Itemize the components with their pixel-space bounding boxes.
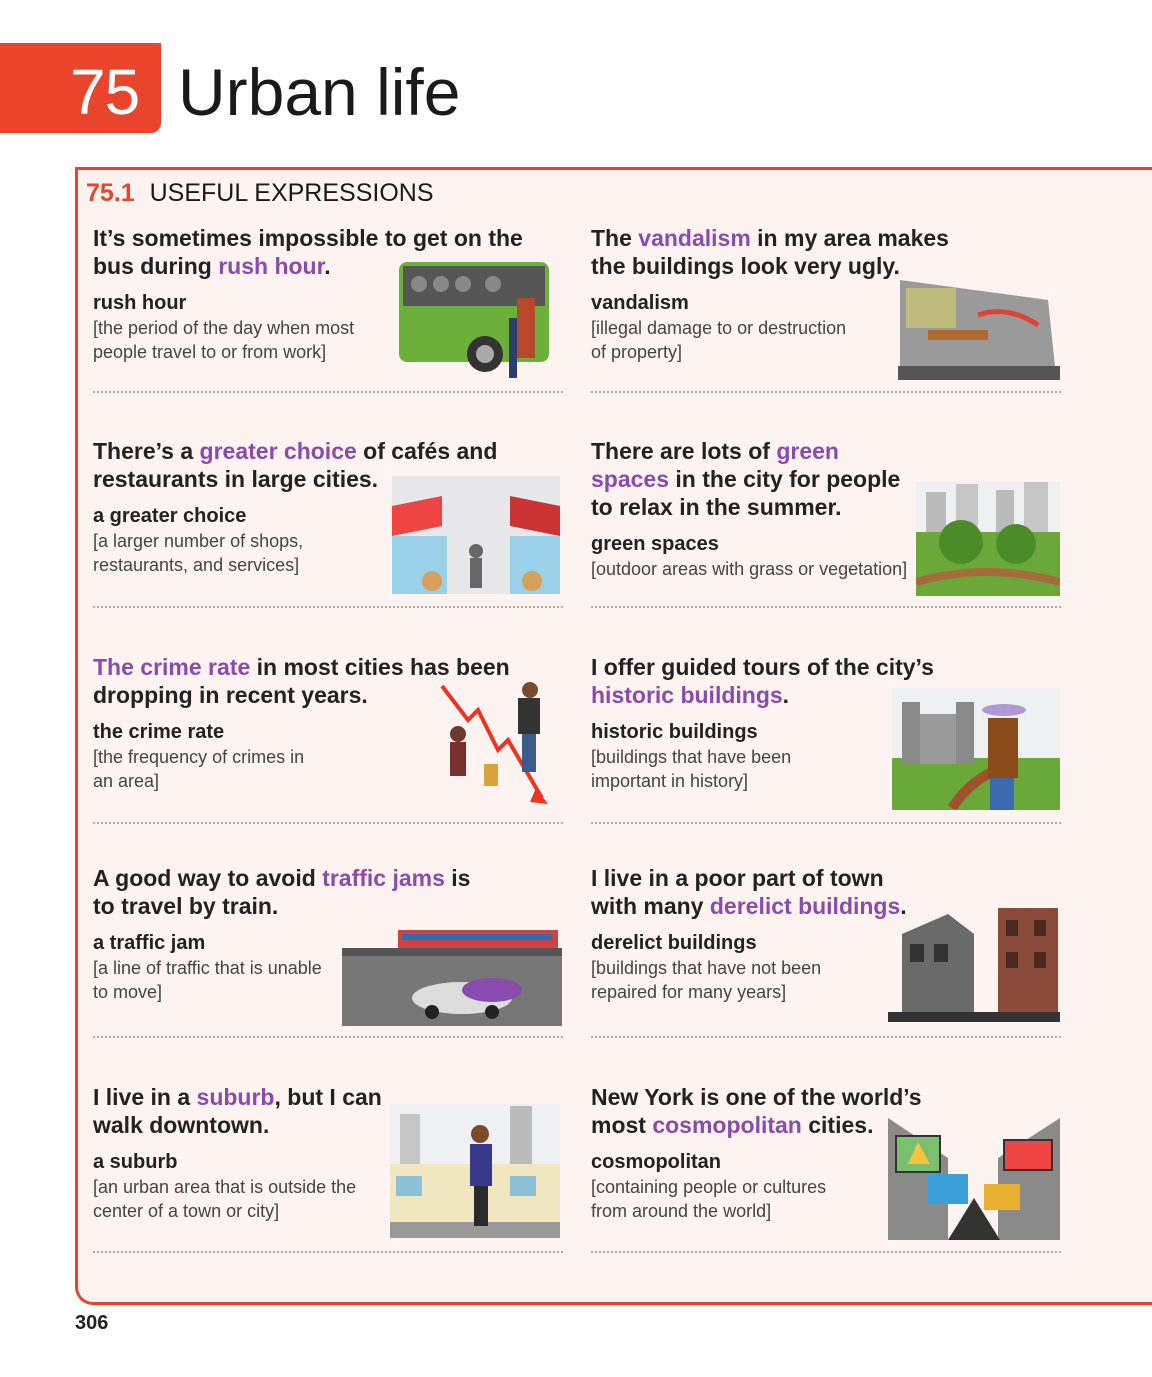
example-sentence: There’s a greater choice of cafés and restaurants in large cities.	[93, 438, 498, 492]
example-sentence: I offer guided tours of the city’s historic buildings.	[591, 654, 934, 708]
highlighted-expression: rush hour	[218, 253, 325, 279]
example-sentence: The crime rate in most cities has been dropping in recent years.	[93, 654, 510, 708]
unit-title: Urban life	[178, 55, 461, 129]
example-sentence: There are lots of green spaces in the city for people to relax in the summer.	[591, 438, 901, 520]
divider	[591, 1036, 1061, 1038]
cafe-street-illustration	[392, 476, 560, 594]
example-sentence: New York is one of the world’s most cosmopolitan cities.	[591, 1084, 922, 1138]
term: a greater choice	[93, 505, 247, 527]
definition: [a line of traffic that is unable to move]	[93, 958, 322, 1002]
cosmopolitan-signs-illustration	[888, 1118, 1060, 1240]
definition: [illegal damage to or destruction of property]	[591, 318, 847, 362]
section-number: 75.1	[86, 179, 135, 207]
divider	[93, 1036, 563, 1038]
highlighted-expression: cosmopolitan	[652, 1112, 802, 1138]
definition: [the period of the day when most people travel to or from work]	[93, 318, 355, 362]
term: vandalism	[591, 292, 689, 314]
example-sentence: I live in a suburb, but I can walk downtown.	[93, 1084, 382, 1138]
derelict-buildings-illustration	[888, 904, 1060, 1022]
highlighted-expression: The crime rate	[93, 654, 251, 680]
divider	[93, 822, 563, 824]
page-number: 306	[75, 1312, 109, 1334]
highlighted-expression: traffic jams	[322, 865, 445, 891]
castle-tour-illustration	[892, 688, 1060, 810]
highlighted-expression: green spaces	[591, 438, 839, 492]
suburb-illustration	[390, 1104, 560, 1238]
divider	[93, 1251, 563, 1253]
vandalism-illustration	[898, 270, 1060, 380]
example-sentence: I live in a poor part of town with many derelict buildings.	[591, 865, 907, 919]
divider	[591, 822, 1061, 824]
definition: [an urban area that is outside the center of a town or city]	[93, 1177, 357, 1221]
definition: [the frequency of crimes in an area]	[93, 747, 305, 791]
divider	[93, 606, 563, 608]
definition: [a larger number of shops, restaurants, and services]	[93, 531, 304, 575]
example-sentence: It’s sometimes impossible to get on the bus during rush hour.	[93, 225, 523, 279]
term: a traffic jam	[93, 932, 206, 954]
crime-rate-illustration	[438, 680, 560, 808]
divider	[591, 606, 1061, 608]
example-sentence: A good way to avoid traffic jams is to travel by train.	[93, 865, 471, 919]
term: rush hour	[93, 292, 187, 314]
highlighted-expression: vandalism	[638, 225, 751, 251]
term: historic buildings	[591, 721, 758, 743]
term: derelict buildings	[591, 932, 757, 954]
term: the crime rate	[93, 721, 225, 743]
highlighted-expression: historic buildings	[591, 682, 783, 708]
divider	[591, 391, 1061, 393]
traffic-jam-illustration	[342, 928, 562, 1026]
definition: [buildings that have been important in history]	[591, 747, 792, 791]
divider	[591, 1251, 1061, 1253]
highlighted-expression: derelict buildings	[709, 893, 901, 919]
section-label: USEFUL EXPRESSIONS	[149, 179, 434, 207]
divider	[93, 391, 563, 393]
highlighted-expression: greater choice	[199, 438, 357, 464]
term: cosmopolitan	[591, 1151, 722, 1173]
example-sentence: The vandalism in my area makes the buildings look very ugly.	[591, 225, 949, 279]
definition: [buildings that have not been repaired for many years]	[591, 958, 822, 1002]
bus-illustration	[397, 258, 561, 378]
term: a suburb	[93, 1151, 178, 1173]
highlighted-expression: suburb	[196, 1084, 275, 1110]
section-heading	[86, 177, 434, 209]
term: green spaces	[591, 533, 719, 555]
unit-number: 75	[70, 56, 140, 128]
park-illustration	[916, 482, 1060, 596]
definition: [containing people or cultures from around the world]	[591, 1177, 827, 1221]
definition: [outdoor areas with grass or vegetation]	[591, 559, 908, 579]
